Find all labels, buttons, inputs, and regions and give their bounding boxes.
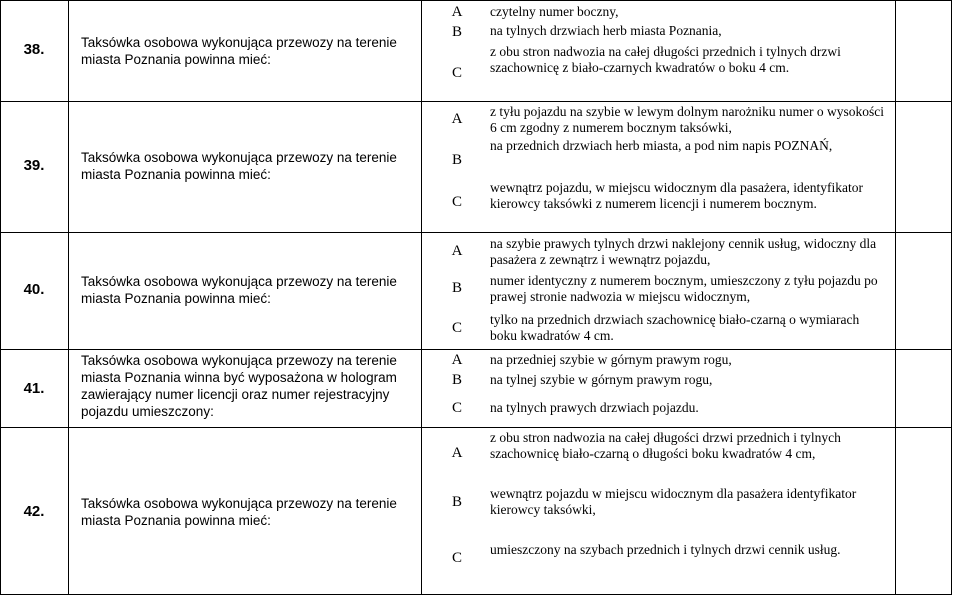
option-letter: C [451,550,462,566]
option-letter: A [451,445,463,461]
option-text: wewnątrz pojazdu, w miejscu widocznym dla pasażera, identyfikator kierowcy taksówki z numerem licencji i numerem bocznym. [490,180,863,211]
option-text: na przedniej szybie w górnym prawym rogu, [490,352,732,367]
question-text: Taksówka osobowa wykonująca przewozy na terenie miasta Poznania powinna mieć: [81,150,397,182]
column-divider-number [68,0,69,595]
question-text: Taksówka osobowa wykonująca przewozy na terenie miasta Poznania powinna mieć: [81,35,397,67]
column-divider-answers [895,0,896,595]
option-text: na tylnych prawych drzwiach pojazdu. [490,400,699,415]
question-number: 38. [23,41,45,58]
option-letter: B [451,280,462,296]
option-text: z obu stron nadwozia na całej długości przednich i tylnych drzwi szachownicę z biało-czarnych kwadratów o boku 4 cm. [490,44,841,75]
option-letter: A [451,243,463,259]
question-text: Taksówka osobowa wykonująca przewozy na terenie miasta Poznania powinna mieć: [81,274,397,306]
option-text: na szybie prawych tylnych drzwi naklejony cennik usług, widoczny dla pasażera z zewnątrz i wewnątrz pojazdu, [490,236,877,267]
option-text: na tylnej szybie w górnym prawym rogu, [490,372,713,387]
option-letter: C [451,320,462,336]
row-divider [0,101,952,102]
option-letter: A [451,4,463,20]
option-letter: C [451,400,462,416]
row-divider [0,427,952,428]
row-divider [0,349,952,350]
option-letter: B [451,372,462,388]
question-number: 42. [23,503,45,520]
option-text: numer identyczny z numerem bocznym, umieszczony z tyłu pojazdu po prawej stronie nadwozia w miejscu widocznym, [490,273,878,304]
option-text: umieszczony na szybach przednich i tylnych drzwi cennik usług. [490,542,841,557]
question-number: 41. [23,380,45,397]
option-text: z obu stron nadwozia na całej długości drzwi przednich i tylnych szachownicę biało-czarną o długości boku kwadratów 4 cm, [490,430,841,461]
option-letter: B [451,24,462,40]
option-text: czytelny numer boczny, [490,4,619,19]
option-letter: B [451,494,462,510]
option-text: na tylnych drzwiach herb miasta Poznania, [490,23,722,38]
option-text: wewnątrz pojazdu w miejscu widocznym dla pasażera identyfikator kierowcy taksówki, [490,486,857,517]
option-letter: A [451,352,463,368]
option-letter: C [451,194,462,210]
question-text: Taksówka osobowa wykonująca przewozy na terenie miasta Poznania powinna mieć: [81,496,397,528]
option-text: tylko na przednich drzwiach szachownicę biało-czarną o wymiarach boku kwadratów 4 cm. [490,312,860,343]
option-letter: A [451,111,463,127]
question-number: 39. [23,157,45,174]
option-text: z tyłu pojazdu na szybie w lewym dolnym narożniku numer o wysokości 6 cm zgodny z numerem bocznym taksówki, [490,104,885,135]
row-divider [0,232,952,233]
question-number: 40. [23,281,45,298]
option-letter: B [451,152,462,168]
option-text: na przednich drzwiach herb miasta, a pod nim napis POZNAŃ, [490,138,833,153]
option-letter: C [451,65,462,81]
question-text: Taksówka osobowa wykonująca przewozy na terenie miasta Poznania winna być wyposażona w hologram zawierający numer licencji oraz numer rejestracyjny pojazdu umieszczony: [81,353,397,419]
